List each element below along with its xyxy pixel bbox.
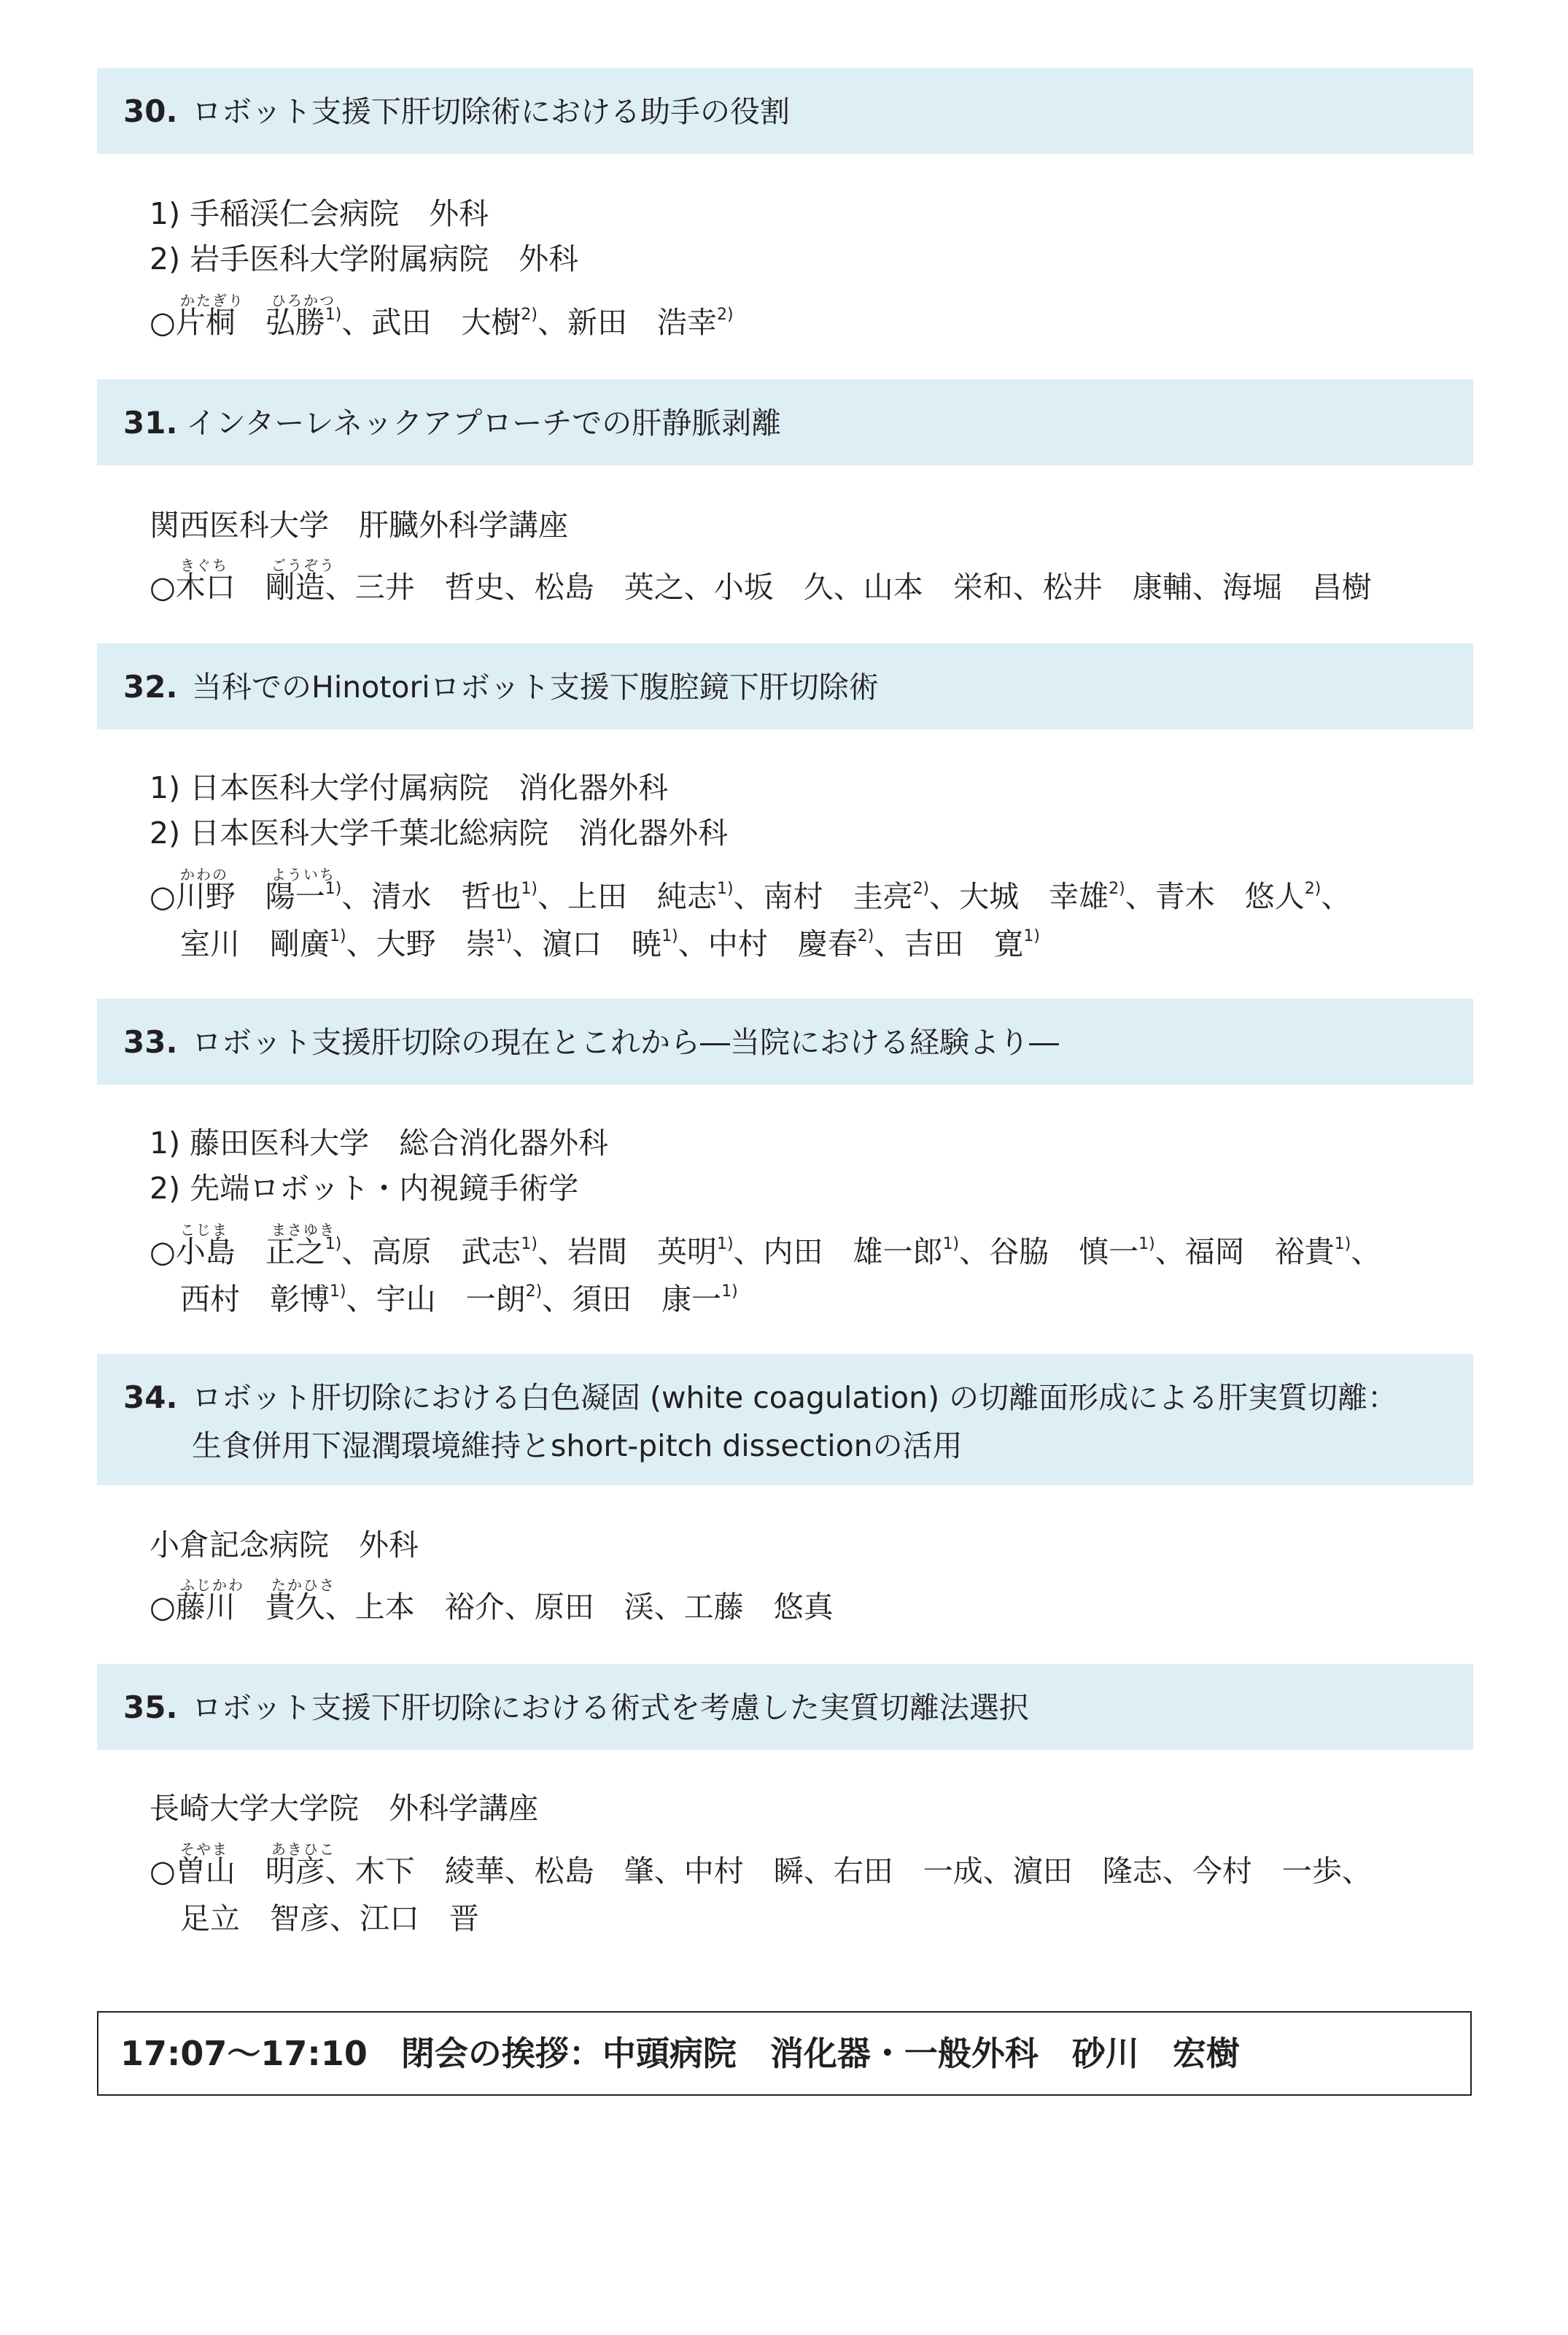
- section-32-header: [97, 643, 1473, 729]
- author: 、須田 康一: [542, 1282, 722, 1317]
- section-number: 31.: [123, 405, 178, 441]
- affiliation-mark: 2): [857, 927, 874, 945]
- presenting-author: ○小島 正之: [150, 1234, 325, 1269]
- author-list: ○木口 剛造、三井 哲史、松島 英之、小坂 久、山本 栄和、松井 康輔、海堀 昌樹: [150, 570, 1372, 605]
- affiliation-mark: 1): [1023, 927, 1040, 945]
- affiliation-2: 2) 日本医科大学千葉北総病院 消化器外科: [150, 816, 729, 851]
- presenting-author: ○川野 陽一: [150, 879, 325, 914]
- author-list-line-1: [150, 1230, 1381, 1274]
- author: 、大城 幸雄: [929, 879, 1109, 914]
- ruby-family-name: ふじかわ: [180, 1576, 244, 1594]
- affiliation-mark: 2): [912, 880, 930, 898]
- author: 室川 剛廣: [180, 926, 330, 961]
- author-list-line-1: [150, 875, 1351, 918]
- ruby-given-name: たかひさ: [271, 1576, 335, 1594]
- author: 、南村 圭亮: [733, 879, 913, 914]
- author: 、清水 哲也: [341, 879, 521, 914]
- section-34-header: [97, 1354, 1473, 1485]
- affiliation-mark: 1): [661, 927, 678, 945]
- affiliation-mark: 1): [521, 880, 537, 898]
- affiliation-mark: 1): [495, 927, 513, 945]
- author: 、新田 浩幸: [537, 305, 717, 340]
- section-35-header: [97, 1664, 1473, 1750]
- ruby-given-name: ごうぞう: [271, 557, 335, 574]
- section-number: 33.: [123, 1024, 178, 1060]
- affiliation-mark: 1): [942, 1235, 960, 1253]
- author: 、大野 崇: [346, 926, 496, 961]
- author: 、青木 悠人: [1125, 879, 1305, 914]
- author: 、高原 武志: [341, 1234, 521, 1269]
- section-title-line-1: ロボット肝切除における白色凝固 (white coagulation) の切離面形成による肝実質切離：: [192, 1380, 1398, 1415]
- author: 、内田 雄一郎: [733, 1234, 943, 1269]
- ruby-family-name: こじま: [180, 1221, 228, 1239]
- affiliation-mark: 1): [716, 1235, 734, 1253]
- ruby-family-name: かわの: [180, 866, 228, 883]
- section-title-line-2: 生食併用下湿潤環境維持とshort-pitch dissectionの活用: [192, 1428, 963, 1463]
- author: 、吉田 寛: [874, 926, 1024, 961]
- affiliation-1: 1) 日本医科大学付属病院 消化器外科: [150, 770, 669, 805]
- ruby-family-name: そやま: [180, 1840, 228, 1858]
- section-31-header: [97, 379, 1473, 465]
- author: 西村 彰博: [180, 1282, 330, 1317]
- section-title: ロボット支援下肝切除術における助手の役割: [192, 94, 790, 129]
- author-list: [150, 301, 734, 344]
- separator: 、: [1321, 879, 1351, 914]
- ruby-given-name: まさゆき: [271, 1221, 335, 1239]
- author: 、中村 慶春: [678, 926, 858, 961]
- author: 、谷脇 慎一: [959, 1234, 1139, 1269]
- section-title: インターレネックアプローチでの肝静脈剥離: [186, 406, 782, 441]
- section-title: ロボット支援下肝切除における術式を考慮した実質切離法選択: [192, 1690, 1029, 1725]
- affiliation-mark: 2): [1304, 880, 1321, 898]
- affiliation-mark: 1): [330, 927, 346, 945]
- author-list-line-1: ○曽山 明彦、木下 綾華、松島 肇、中村 瞬、右田 一成、濵田 隆志、今村 一歩、: [150, 1854, 1372, 1889]
- ruby-family-name: きぐち: [180, 557, 228, 574]
- affiliation-mark: 1): [521, 1235, 537, 1253]
- presenting-author: ○片桐 弘勝: [150, 305, 325, 340]
- section-number: 30.: [123, 93, 178, 129]
- affiliation-mark: 1): [330, 1282, 346, 1301]
- author: 、福岡 裕貴: [1154, 1234, 1335, 1269]
- affiliation-mark: 1): [325, 306, 342, 324]
- section-33-header: [97, 999, 1473, 1085]
- separator: 、: [1351, 1234, 1381, 1269]
- author: 、宇山 一朗: [346, 1282, 526, 1317]
- affiliation-mark: 2): [716, 306, 734, 324]
- section-number: 34.: [123, 1379, 178, 1415]
- section-number: 32.: [123, 669, 178, 705]
- author: 、濵口 暁: [512, 926, 662, 961]
- affiliation-1: 小倉記念病院 外科: [150, 1527, 419, 1563]
- author-list: ○藤川 貴久、上本 裕介、原田 渓、工藤 悠真: [150, 1589, 834, 1625]
- affiliation-mark: 1): [325, 880, 342, 898]
- closing-remarks-box: [97, 2011, 1472, 2096]
- affiliation-1: 1) 手稲渓仁会病院 外科: [150, 196, 489, 231]
- affiliation-mark: 1): [1334, 1235, 1351, 1253]
- author: 、武田 大樹: [341, 305, 521, 340]
- author-list-line-2: [180, 1277, 738, 1321]
- affiliation-1: 関西医科大学 肝臓外科学講座: [150, 508, 568, 543]
- closing-remarks-text: 17:07〜17:10 閉会の挨拶：中頭病院 消化器・一般外科 砂川 宏樹: [120, 2034, 1240, 2073]
- section-30-header: [97, 68, 1473, 154]
- ruby-given-name: よういち: [271, 866, 335, 883]
- affiliation-mark: 1): [721, 1282, 738, 1301]
- affiliation-mark: 1): [1138, 1235, 1155, 1253]
- author: 、岩間 英明: [537, 1234, 717, 1269]
- author-list-line-2: 足立 智彦、江口 晋: [180, 1901, 479, 1936]
- affiliation-1: 長崎大学大学院 外科学講座: [150, 1791, 538, 1826]
- affiliation-mark: 1): [716, 880, 734, 898]
- affiliation-mark: 2): [525, 1282, 543, 1301]
- affiliation-2: 2) 岩手医科大学附属病院 外科: [150, 241, 579, 276]
- ruby-given-name: ひろかつ: [271, 292, 335, 309]
- section-title: ロボット支援肝切除の現在とこれから―当院における経験より―: [192, 1025, 1059, 1060]
- author: 、上田 純志: [537, 879, 717, 914]
- section-title: 当科でのHinotoriロボット支援下腹腔鏡下肝切除術: [192, 670, 879, 705]
- affiliation-mark: 1): [325, 1235, 342, 1253]
- affiliation-mark: 2): [521, 306, 537, 324]
- section-number: 35.: [123, 1689, 178, 1725]
- ruby-family-name: かたぎり: [180, 292, 244, 309]
- affiliation-1: 1) 藤田医科大学 総合消化器外科: [150, 1126, 609, 1161]
- ruby-given-name: あきひこ: [271, 1840, 335, 1858]
- affiliation-mark: 2): [1109, 880, 1125, 898]
- affiliation-2: 2) 先端ロボット・内視鏡手術学: [150, 1171, 579, 1206]
- author-list-line-2: [180, 922, 1040, 966]
